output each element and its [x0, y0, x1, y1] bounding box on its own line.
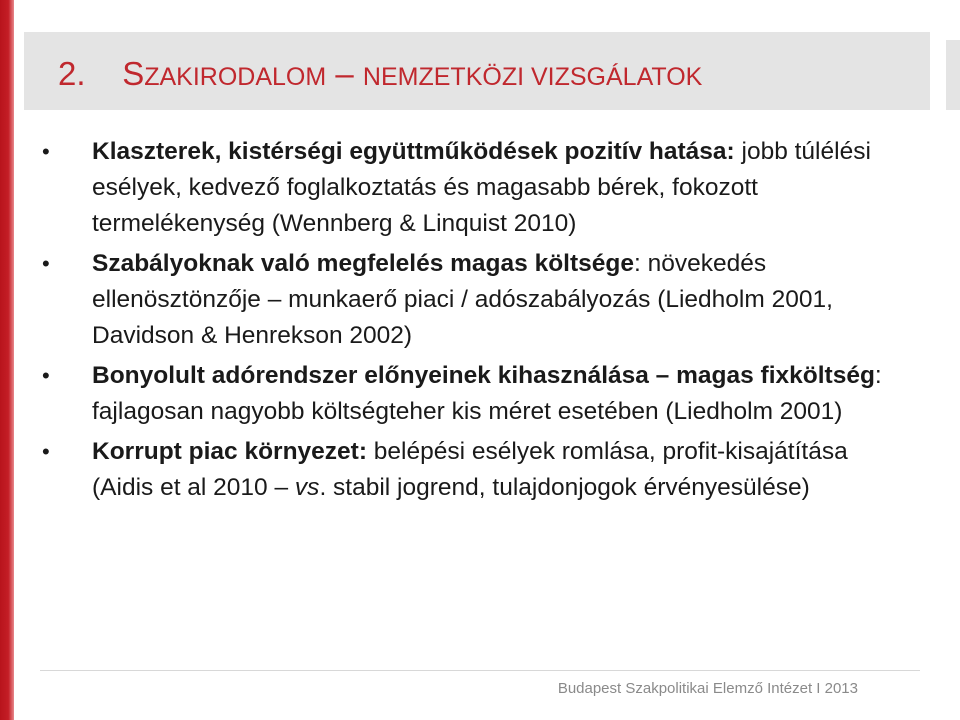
bullet-text: belépési esélyek romlása, profit-kisajátítása (Aidis et al 2010 –	[92, 438, 848, 501]
title-band-edge	[946, 40, 960, 110]
bullet-list	[42, 134, 892, 510]
title-subtitle: NEMZETKÖZI VIZSGÁLATOK	[362, 63, 703, 91]
bullet-italic-text: vs	[288, 474, 320, 501]
slide-title	[58, 54, 702, 97]
bullet-bold-text: Klaszterek, kistérségi együttműködések pozitív hatása:	[92, 138, 735, 165]
bullet-item	[42, 134, 892, 242]
bullet-item	[42, 246, 892, 354]
bullet-marker: •	[42, 139, 50, 164]
bullet-bold-text: Korrupt piac környezet:	[92, 438, 367, 465]
bullet-bold-text: Bonyolult adórendszer előnyeinek kihasználása – magas fixköltség	[92, 362, 875, 389]
title-dash: –	[335, 55, 354, 92]
bullet-item	[42, 434, 892, 506]
title-first-letter: S	[122, 55, 145, 92]
bullet-marker: •	[42, 363, 50, 388]
bullet-text: : fajlagosan nagyobb költségteher kis méret esetében (Liedholm 2001)	[92, 362, 882, 425]
bullet-text: : növekedés ellenösztönzője – munkaerő piaci / adószabályozás (Liedholm 2001, Davidson & Henrekson 2002)	[92, 250, 833, 349]
bullet-marker: •	[42, 251, 50, 276]
footer-divider	[40, 670, 920, 671]
left-accent-bar	[0, 0, 14, 720]
bullet-item	[42, 358, 892, 430]
footer-text: Budapest Szakpolitikai Elemző Intézet I 2013	[557, 680, 858, 697]
bullet-text-continued: . stabil jogrend, tulajdonjogok érvényesülése)	[319, 474, 810, 501]
bullet-bold-text: Szabályoknak való megfelelés magas költsége	[92, 250, 634, 277]
bullet-text: jobb túlélési esélyek, kedvező foglalkoztatás és magasabb bérek, fokozott termelékenység (Wennberg & Linquist 2010)	[92, 138, 871, 237]
title-number: 2.	[58, 55, 86, 92]
title-word: ZAKIRODALOM	[144, 63, 327, 91]
bullet-marker: •	[42, 439, 50, 464]
